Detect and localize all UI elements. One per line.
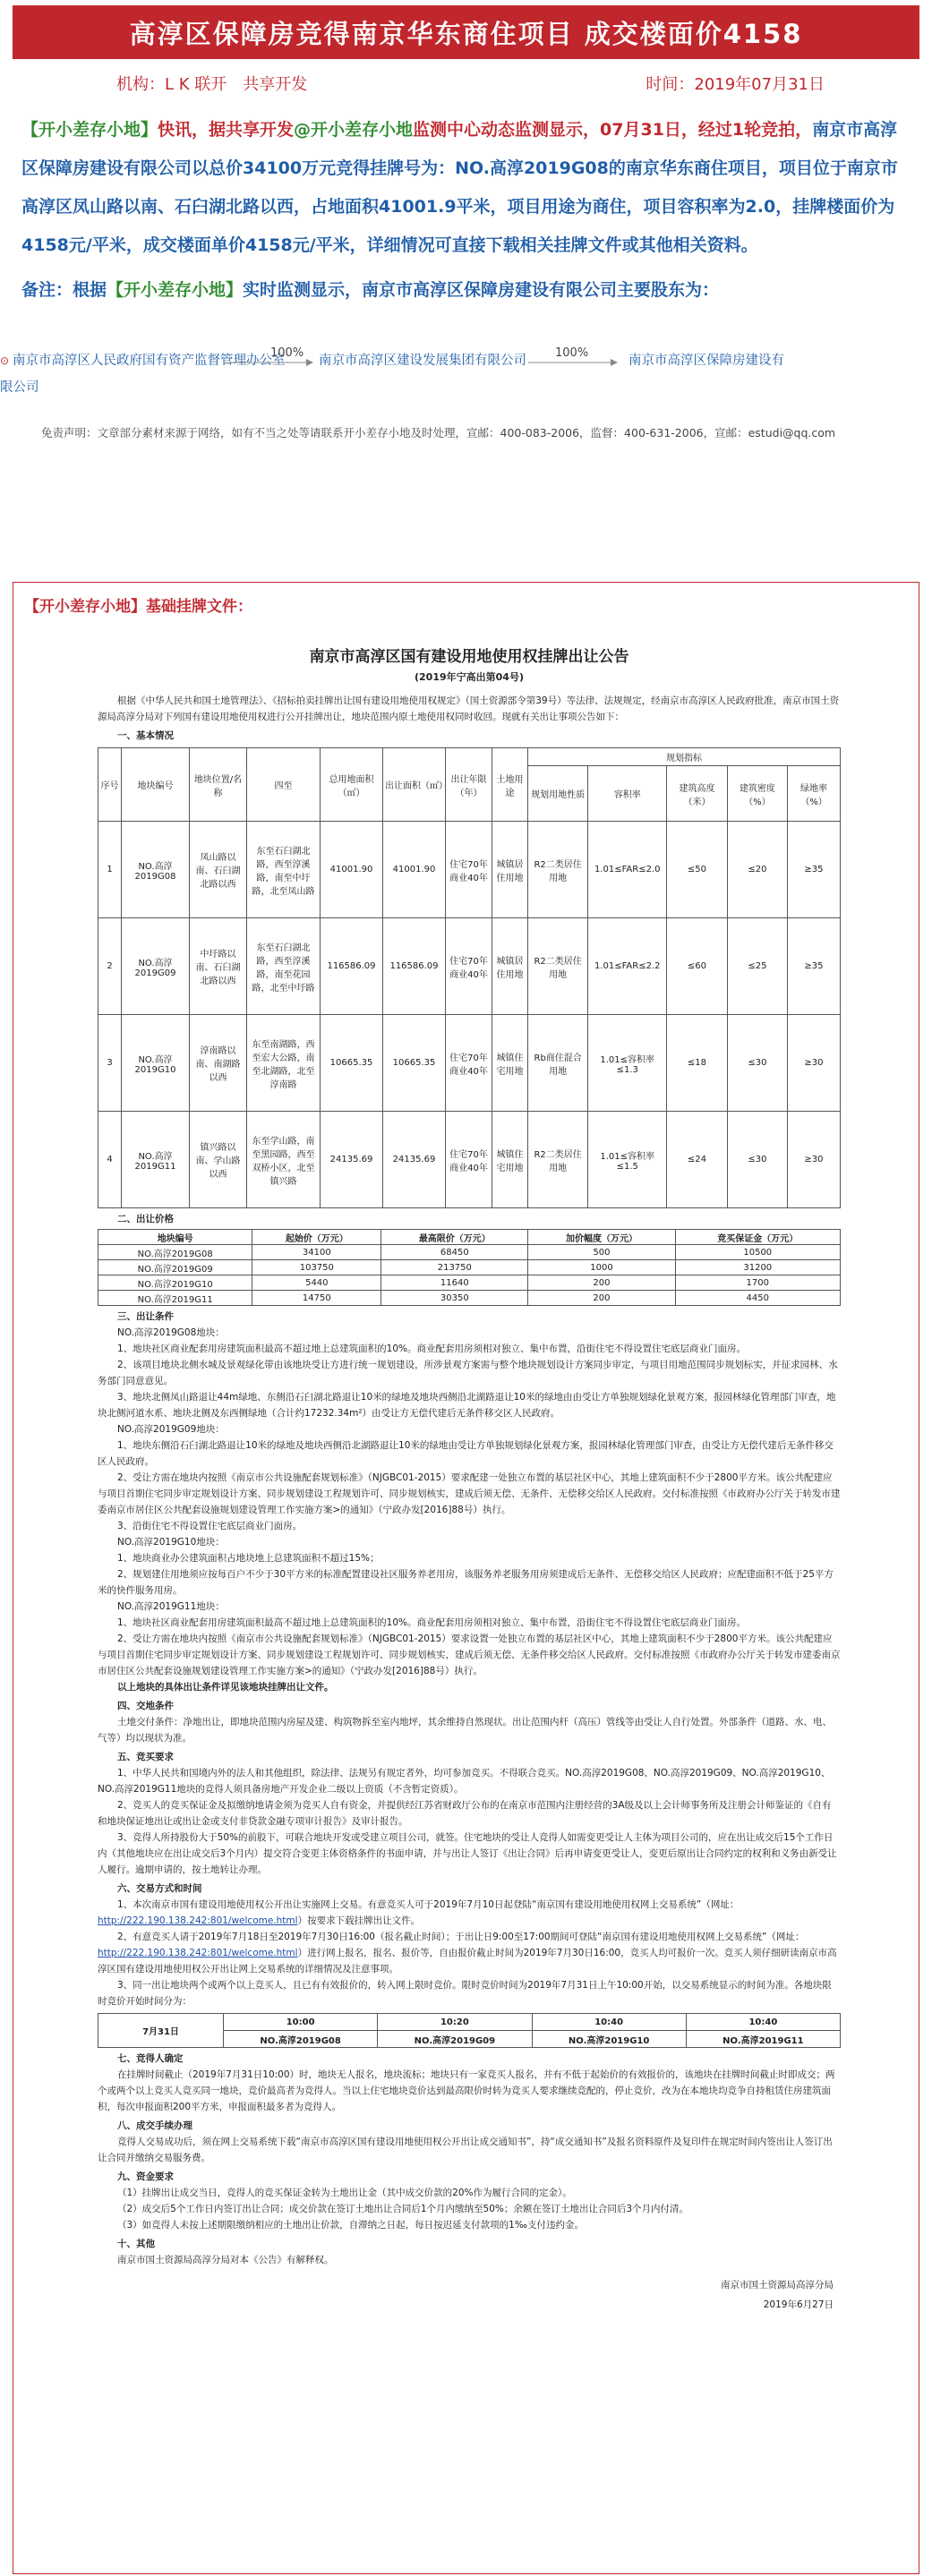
cell-green: ≥30 <box>787 1015 840 1112</box>
cell-start: 103750 <box>252 1260 381 1275</box>
paragraph: （2）成交后5个工作日内签订出让合同；成交价款在签订土地出让合同后1个月内缴纳至50%；余额在签订土地出让合同后3个月内付清。 <box>117 2204 689 2214</box>
paragraph <box>98 1929 841 1977</box>
cell-far: 1.01≤FAR≤2.0 <box>588 822 667 918</box>
meta-row <box>0 59 932 95</box>
cell-cap: 68450 <box>381 1245 528 1260</box>
th-plan-use: 规划用地性质 <box>528 766 588 822</box>
cell-bd: ≤25 <box>727 918 787 1015</box>
cell-loc: 淳南路以南、南湖路以西 <box>190 1015 247 1112</box>
cell-use: 城镇住宅用地 <box>492 1112 528 1208</box>
th-code: 地块编号 <box>122 748 190 822</box>
section-heading: 九、资金要求 <box>117 2171 174 2182</box>
cell-code: NO.高淳2019G08 <box>98 1245 252 1260</box>
cell-step: 200 <box>528 1291 675 1306</box>
cell-code: NO.高淳2019G09 <box>98 1260 252 1275</box>
paragraph: 1、地块社区商业配套用房建筑面积最高不超过地上总建筑面积的10%。商业配套用房须相对独立、集中布置，沿街住宅不得设置住宅底层商业门面房。 <box>117 1617 747 1628</box>
cell-bound: 东至石臼湖北路，西至淳溪路，南至中圩路，北至凤山路 <box>247 822 321 918</box>
basic-info-table <box>98 747 841 1208</box>
th-cap: 最高限价（万元） <box>381 1230 528 1245</box>
th-green: 绿地率（%） <box>787 766 840 822</box>
th-bd: 建筑密度（%） <box>727 766 787 822</box>
section-heading: 五、竞买要求 <box>117 1752 174 1762</box>
cell-years: 住宅70年商业40年 <box>446 1112 492 1208</box>
agency-label: 机构：L K 联开 共享开发 <box>116 75 308 94</box>
cell-use: 城镇居住用地 <box>492 822 528 918</box>
cell-code: NO.高淳2019G11 <box>122 1112 190 1208</box>
cell-start: 34100 <box>252 1245 381 1260</box>
th-seq: 序号 <box>98 748 122 822</box>
table-row <box>98 1015 841 1112</box>
headline-title: 高淳区保障房竞得南京华东商住项目 成交楼面价4158 <box>129 18 803 49</box>
price-table <box>98 1229 841 1306</box>
cell-sell: 116586.09 <box>383 918 446 1015</box>
th-far: 容积率 <box>588 766 667 822</box>
cell-bd: ≤30 <box>727 1112 787 1208</box>
announcement-title: 南京市高淳区国有建设用地使用权挂牌出让公告 <box>309 648 629 666</box>
section-heading: 十、其他 <box>117 2239 155 2249</box>
cell-loc: 凤山路以南、石臼湖北路以西 <box>190 822 247 918</box>
cell-bound: 东至石臼湖北路，西至淳溪路，南至花园路，北至中圩路 <box>247 918 321 1015</box>
note-prefix: 备注：根据 <box>21 280 107 300</box>
lead-paragraph <box>0 95 932 265</box>
th-code: 地块编号 <box>98 1230 252 1245</box>
cell-sell: 41001.90 <box>383 822 446 918</box>
table-row <box>98 822 841 918</box>
th-step: 加价幅度（万元） <box>528 1230 675 1245</box>
th-bh: 建筑高度（米） <box>667 766 728 822</box>
table-row <box>98 1291 841 1306</box>
cell-total: 116586.09 <box>321 918 383 1015</box>
auction-schedule-table <box>98 2013 841 2048</box>
cell-bd: ≤20 <box>727 822 787 918</box>
cell-plan-use: R2二类居住用地 <box>528 822 588 918</box>
cell-seq: 1 <box>98 822 122 918</box>
cell-seq: 4 <box>98 1112 122 1208</box>
text-span: ）按要求下载挂牌出让文件。 <box>297 1915 421 1926</box>
paragraph: 2、竞买人的竞买保证金及拟缴纳地请金须为竞买人自有资金，并提供经江苏省财政厅公布的在南京市范围内注册经营的3A级及以上会计师事务所及注册会计师鉴证的《自有和地块保证地出让或出让金或支付非贷款金融专项审计报告》及审计报告。 <box>98 1800 832 1827</box>
schedule-code: NO.高淳2019G08 <box>224 2031 378 2048</box>
text-span: ）进行网上报名，报名、报价等，自由报价截止时间为2019年7月30日16:00，竞买人均可报价一次。竞买人须仔细研读南京市高淳区国有建设用地使用权公开出让网上交易系统的详细情况及注意事项。 <box>98 1948 837 1975</box>
paragraph <box>98 1897 841 1929</box>
paragraph: NO.高淳2019G08地块： <box>117 1327 225 1338</box>
section-heading: 二、出让价格 <box>117 1214 174 1224</box>
th-total: 总用地面积（㎡） <box>321 748 383 822</box>
lead-text-a: 快讯，据共享开发 <box>158 120 295 140</box>
lead-text-d: 南京市高淳区保障房建设有限公司以总价34100万元竞得挂牌号为：NO.高淳2019G08的南京华东商住项目，项目位于南京市高淳区凤山路以南、石臼湖北路以西，占地面积41001.9平米，项目用途为商住，项目容积率为2.0，挂牌楼面价为4158元/平米，成交楼面单价4158元/平米，详细情况可直接下载相关挂牌文件或其他相关资料。 <box>21 120 898 255</box>
download-link[interactable]: http://222.190.138.242:801/welcome.html <box>98 1915 298 1926</box>
section-heading: 六、交易方式和时间 <box>117 1883 202 1894</box>
table-row <box>98 1260 841 1275</box>
cell-code: NO.高淳2019G09 <box>122 918 190 1015</box>
paragraph: 南京市国土资源局高淳分局对本《公告》有解释权。 <box>117 2255 334 2265</box>
paragraph: 竞得人交易成功后，须在网上交易系统下载“南京市高淳区国有建设用地使用权公开出让成交通知书”，持“成交通知书”及报名资料原件及复印件在规定时间内签出让人签订出让合同并缴纳交易服务费。 <box>98 2137 833 2163</box>
chain-node-3[interactable]: 南京市高淳区保障房建设有 <box>628 354 784 368</box>
note-source: 【开小差存小地】 <box>107 280 244 300</box>
time-label: 时间：2019年07月31日 <box>646 75 825 94</box>
th-plan: 规划指标 <box>528 748 841 766</box>
cell-bh: ≤18 <box>667 1015 728 1112</box>
paragraph: 2、受让方需在地块内按照《南京市公共设施配套规划标准》（NJGBC01-2015）要求配建一处独立布置的基层社区中心，其地上建筑面积不少于2800平方米。该公共配建应与项目首期住宅同步审定规划设计方案、同步规划建设工程规划许可、同步规划核实，建成后须无偿、无条件、无偿移交给区人民政府。交付标准按照《市政府办公厅关于转发市建委南京市居住区公共配套设施规划建设管理工作实施方案>的通知》（宁政办发[2016]88号）执行。 <box>98 1472 841 1515</box>
cell-years: 住宅70年商业40年 <box>446 1015 492 1112</box>
section-heading: 一、基本情况 <box>117 730 174 741</box>
th-start: 起始价（万元） <box>252 1230 381 1245</box>
th-bound: 四至 <box>247 748 321 822</box>
cell-plan-use: R2二类居住用地 <box>528 1112 588 1208</box>
cell-bh: ≤50 <box>667 822 728 918</box>
cell-far: 1.01≤容积率≤1.3 <box>588 1015 667 1112</box>
cell-bh: ≤60 <box>667 918 728 1015</box>
listing-document-frame <box>13 582 919 2574</box>
doc-section-heading: 【开小差存小地】基础挂牌文件： <box>24 598 252 616</box>
cell-deposit: 4450 <box>675 1291 840 1306</box>
paragraph: 3、同一出让地块两个或两个以上竞买人，且已有有效报价的，转入网上限时竞价。限时竞价时间为2019年7月31日上午10:00开始，以交易系统显示的时间为准。各地块限时竞价开始时间分为： <box>98 1980 832 2007</box>
chain-node-3-cont[interactable]: 限公司 <box>0 380 39 395</box>
cell-use: 城镇居住用地 <box>492 918 528 1015</box>
paragraph: NO.高淳2019G11地块： <box>117 1601 225 1612</box>
chain-node-1[interactable]: 南京市高淳区人民政府国有资产监督管理办公室 <box>13 354 286 368</box>
schedule-time: 10:20 <box>378 2014 532 2031</box>
paragraph: （3）如竞得人未按上述期限缴纳相应的土地出让价款，自滞纳之日起，每日按迟延支付款项的1‰支付违约金。 <box>117 2220 584 2231</box>
sign-date: 2019年6月27日 <box>763 2299 834 2310</box>
schedule-time: 10:00 <box>224 2014 378 2031</box>
cell-step: 1000 <box>528 1260 675 1275</box>
th-sell: 出让面积（㎡） <box>383 748 446 822</box>
announcement-number: (2019年宁高出第04号) <box>415 671 524 683</box>
paragraph: 3、地块北侧凤山路退让44m绿地、东侧沿石臼湖北路退让10米的绿地及地块西侧沿北湖路退让10米的绿地由由受让方单独规划绿化景观方案，报园林绿化管理部门审查，地块北侧河道水系、地块北侧及东西侧绿地（合计约17232.34m²）由受让方无偿代建后无条件移交区人民政府。 <box>98 1392 836 1419</box>
section-heading: 七、竞得人确定 <box>117 2053 184 2064</box>
shareholder-note <box>0 265 932 308</box>
table-row <box>98 918 841 1015</box>
cell-start: 14750 <box>252 1291 381 1306</box>
cell-far: 1.01≤FAR≤2.2 <box>588 918 667 1015</box>
th-use: 土地用途 <box>492 748 528 822</box>
schedule-code: NO.高淳2019G09 <box>378 2031 532 2048</box>
th-deposit: 竞买保证金（万元） <box>675 1230 840 1245</box>
cell-sell: 24135.69 <box>383 1112 446 1208</box>
paragraph: 1、中华人民共和国境内外的法人和其他组织，除法律、法规另有规定者外，均可参加竞买。不得联合竞买。NO.高淳2019G08、NO.高淳2019G09、NO.高淳2019G10、NO.高淳2019G11地块的竞得人须具备房地产开发企业二级以上资质（不含暂定资质）。 <box>98 1768 831 1795</box>
cell-bd: ≤30 <box>727 1015 787 1112</box>
paragraph: 2、规划建住用地须应按每百户不少于30平方米的标准配置建设社区服务养老用房，该服务养老服务用房须建成后无条件、无偿移交给区人民政府；应配建面积不低于25平方米的快件服务用房。 <box>98 1569 834 1596</box>
paragraph: 1、地块商业办公建筑面积占地块地上总建筑面积不超过15%； <box>117 1553 380 1564</box>
th-loc: 地块位置/名称 <box>190 748 247 822</box>
schedule-time: 10:40 <box>686 2014 840 2031</box>
announcement-intro: 根据《中华人民共和国土地管理法》、《招标拍卖挂牌出让国有建设用地使用权规定》（国土资源部令第39号）等法律、法规规定，经南京市高淳区人民政府批准，南京市国土资源局高淳分局对下列国有建设用地使用权进行公开挂牌出让，地块范围内原土地使用权同时收回。现就有关出让事项公告如下： <box>98 695 840 722</box>
paragraph: NO.高淳2019G09地块： <box>117 1424 225 1435</box>
schedule-time: 10:40 <box>532 2014 686 2031</box>
paragraph: 3、竞得人所持股份大于50%的前股下，可联合地块开发或受建立项目公司，就签。住宅地块的受让人竞得人如需变更受让人主体为项目公司的，应在出让成交后15个工作日内（其他地块应在出让成交后3个月内）提交符合变更主体资格条件的书面申请，并与出让人签订《出让合同》后再申请变更受让人，变更后原出让合同约定的权利和义务由新受让人履行。逾期申请的，按土地转让办理。 <box>98 1832 837 1875</box>
cell-step: 200 <box>528 1275 675 1291</box>
cell-green: ≥30 <box>787 1112 840 1208</box>
cell-plan-use: R2二类居住用地 <box>528 918 588 1015</box>
text-span: 2、有意竞买人请于2019年7月18日至2019年7月30日16:00（报名截止时间）；于出让日9:00至17:00期间可登陆“南京国有建设用地使用权网上交易系统”（网址： <box>117 1932 805 1942</box>
table-row <box>98 1112 841 1208</box>
cell-total: 10665.35 <box>321 1015 383 1112</box>
cell-cap: 213750 <box>381 1260 528 1275</box>
ownership-chain <box>0 347 932 405</box>
chain-node-2[interactable]: 南京市高淳区建设发展集团有限公司 <box>319 354 526 368</box>
listing-announcement <box>98 638 841 2315</box>
cell-code: NO.高淳2019G10 <box>98 1275 252 1291</box>
chain-bullet-icon: ⊙ <box>0 354 10 367</box>
signature-block <box>98 2275 841 2315</box>
disclaimer: 免责声明：文章部分素材来源于网络，如有不当之处等请联系开小差存小地及时处理，宣邮：400-083-2006，监督：400-631-2006，宣邮：estudi@qq.com <box>41 426 836 439</box>
note-text: 实时监测显示，南京市高淳区保障房建设有限公司主要股东为： <box>243 280 720 300</box>
paragraph: 2、该项目地块北侧水城及景观绿化带由该地块受让方进行统一规划建设，所涉景观方案需与整个地块规划设计方案同步审定，与项目用地范围同步规划标实，并征求园林、水务部门同意意见。 <box>98 1360 838 1386</box>
cell-loc: 镇兴路以南、学山路以西 <box>190 1112 247 1208</box>
cell-cap: 30350 <box>381 1291 528 1306</box>
source-bracket: 【开小差存小地】 <box>21 120 158 140</box>
section-heading: 三、出让条件 <box>117 1311 174 1322</box>
section-heading: 四、交地条件 <box>117 1701 174 1711</box>
cell-bh: ≤24 <box>667 1112 728 1208</box>
paragraph: 土地交付条件：净地出让，即地块范围内房屋及建、构筑物拆至室内地坪，其余维持自然现状。出让范围内杆（高压）管线等由受让人自行处置。外部条件（道路、水、电、气等）均以现状为准。 <box>98 1717 832 1744</box>
cell-total: 41001.90 <box>321 822 383 918</box>
cell-code: NO.高淳2019G11 <box>98 1291 252 1306</box>
paragraph: 1、地块东侧沿石臼湖北路退让10米的绿地及地块西侧沿北湖路退让10米的绿地由受让方单独规划绿化景观方案，报园林绿化管理部门审查，由受让方无偿代建后无条件移交区人民政府。 <box>98 1440 834 1467</box>
chain-pct-2: 100% <box>555 346 589 360</box>
headline-banner <box>13 5 919 59</box>
cell-seq: 2 <box>98 918 122 1015</box>
paragraph-bold: 以上地块的具体出让条件详见该地块挂牌出让文件。 <box>117 1682 334 1693</box>
schedule-code: NO.高淳2019G10 <box>532 2031 686 2048</box>
schedule-date: 7月31日 <box>98 2014 224 2048</box>
cell-loc: 中圩路以南、石臼湖北路以西 <box>190 918 247 1015</box>
cell-deposit: 31200 <box>675 1260 840 1275</box>
table-row <box>98 1245 841 1260</box>
cell-code: NO.高淳2019G08 <box>122 822 190 918</box>
cell-total: 24135.69 <box>321 1112 383 1208</box>
th-years: 出让年限（年） <box>446 748 492 822</box>
cell-green: ≥35 <box>787 918 840 1015</box>
cell-bound: 东至学山路，南至黑园路，西至双桥小区，北至镇兴路 <box>247 1112 321 1208</box>
chain-arrow-icon <box>224 356 313 369</box>
cell-step: 500 <box>528 1245 675 1260</box>
cell-bound: 东至南湖路，西至宏大公路，南至北湖路，北至淳南路 <box>247 1015 321 1112</box>
section-heading: 八、成交手续办理 <box>117 2120 192 2131</box>
cell-cap: 11640 <box>381 1275 528 1291</box>
cell-green: ≥35 <box>787 822 840 918</box>
cell-code: NO.高淳2019G10 <box>122 1015 190 1112</box>
cell-sell: 10665.35 <box>383 1015 446 1112</box>
sign-org: 南京市国土资源局高淳分局 <box>721 2280 834 2290</box>
lead-text-c: 监测中心动态监测显示，07月31日，经过1轮竞拍， <box>413 120 813 140</box>
cell-seq: 3 <box>98 1015 122 1112</box>
cell-deposit: 10500 <box>675 1245 840 1260</box>
cell-use: 城镇住宅用地 <box>492 1015 528 1112</box>
table-row <box>98 1275 841 1291</box>
chain-pct-1: 100% <box>270 346 304 360</box>
paragraph: NO.高淳2019G10地块： <box>117 1537 225 1548</box>
cell-plan-use: Rb商住混合用地 <box>528 1015 588 1112</box>
chain-arrow-icon <box>528 356 618 369</box>
cell-deposit: 1700 <box>675 1275 840 1291</box>
text-span: 1、本次南京市国有建设用地使用权公开出让实施网上交易。有意竞买人可于2019年7月10日起登陆“南京国有建设用地使用权网上交易系统”（网址： <box>117 1899 740 1910</box>
paragraph: 1、地块社区商业配套用房建筑面积最高不超过地上总建筑面积的10%。商业配套用房须相对独立、集中布置，沿街住宅不得设置住宅底层商业门面房。 <box>117 1343 747 1354</box>
paragraph: （1）挂牌出让成交当日，竞得人的竞买保证金转为土地出让金（其中成交价款的20%作为履行合同的定金）。 <box>117 2188 572 2198</box>
schedule-code: NO.高淳2019G11 <box>686 2031 840 2048</box>
cell-years: 住宅70年商业40年 <box>446 918 492 1015</box>
registration-link[interactable]: http://222.190.138.242:801/welcome.html <box>98 1948 298 1958</box>
paragraph: 3、沿街住宅不得设置住宅底层商业门面房。 <box>117 1521 303 1531</box>
cell-far: 1.01≤容积率≤1.5 <box>588 1112 667 1208</box>
source-handle[interactable]: @开小差存小地 <box>294 120 414 140</box>
cell-start: 5440 <box>252 1275 381 1291</box>
paragraph: 2、受让方需在地块内按照《南京市公共设施配套规划标准》（NJGBC01-2015）要求设置一处独立布置的基层社区中心，其地上建筑面积不少于2800平方米。该公共配建应与项目首期住宅同步审定规划设计方案、同步规划建设工程规划许可、同步规划核实，建成后须无偿、无条件移交给区人民政府。交付标准按照《市政府办公厅关于转发市建委南京市居住区公共配套设施规划建设管理工作实施方案>的通知》（宁政办发[2016]88号）执行。 <box>98 1633 841 1676</box>
paragraph: 在挂牌时间截止（2019年7月31日10:00）时，地块无人报名，地块流标；地块只有一家竞买人报名，并有不低于起始价的有效报价的，该地块在挂牌时间截止时即成交；两个或两个以上竞买人竞买同一地块，竞价最高者为竞得人。当以上住宅地块竞价达到最高限价时转为竞买人要求继续竞配的，停止竞价，改为在本地块均竞争自持租赁住房建筑面积，每次申报面积200平方米，申报面积最多者为竞得人。 <box>98 2069 835 2112</box>
cell-years: 住宅70年商业40年 <box>446 822 492 918</box>
